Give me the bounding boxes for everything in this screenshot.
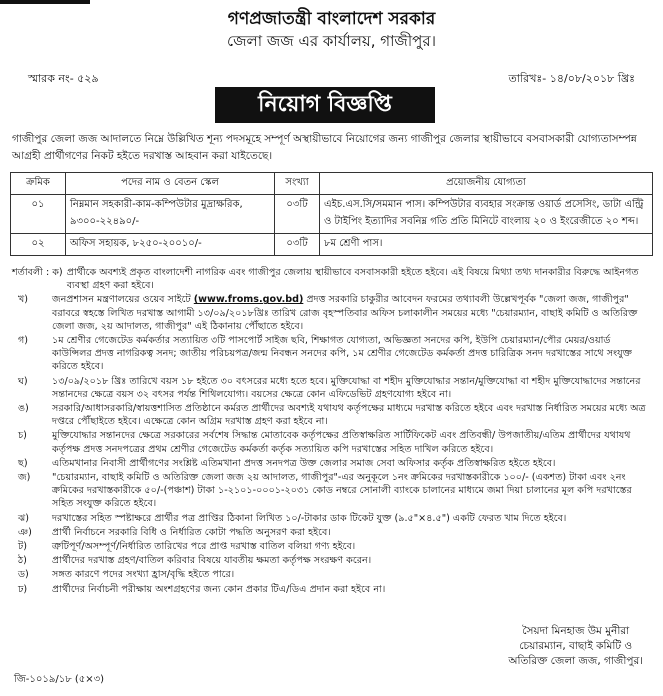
condition-text: সঙ্গত কারণে পদের সংখ্যা হ্রাস/বৃদ্ধি হইতে পারে।	[52, 569, 235, 581]
condition-item	[12, 554, 651, 567]
row-qualification: এইচ.এস.সি/সমমান পাস। কম্পিউটার ব্যবহার সংক্রান্ত ওয়ার্ড প্রসেসিং, ডাটা এন্ট্রি ও টাইপিং ইত্যাদির সবনিম্ন গতি প্রতি মিনিটে বাংলায় ২০ ও ইংরেজীতে ২০ শব্দ।	[320, 195, 653, 234]
intro-paragraph: গাজীপুর জেলা জজ আদালতে নিম্নে উল্লিখিত শূন্য পদসমূহে সম্পূর্ণ অস্থায়ীভাবে নিয়োগের জন্য গাজীপুর জেলার স্থায়ীভাবে বসবাসকারী যোগ্যতাসম্পন্ন আগ্রহী প্রার্থীগণের নিকট হইতে দরখাস্ত আহবান করা যাইতেছে।	[12, 133, 637, 162]
condition-key: খ)	[18, 294, 29, 306]
condition-item	[12, 457, 651, 470]
row-count: ০৩টি	[275, 234, 320, 256]
header-count: সংখ্যা	[275, 173, 320, 195]
condition-item	[12, 583, 651, 596]
condition-item	[12, 568, 651, 581]
condition-text: প্রার্থীদের নির্বাচনী পরীক্ষায় অংশগ্রহণের জন্য কোন প্রকার টিএ/ডিএ প্রদান করা হইবে না।	[52, 583, 386, 595]
condition-text: ১ম শ্রেণীর গেজেটেড কর্মকর্তার সত্যায়িত ৩টি পাসপোর্ট সাইজ ছবি, শিক্ষাগত যোগ্যতা, অভিজ্ঞতা সনদের কপি, ইউপি চেয়ারম্যান/পৌর মেয়র/ওয়ার্ড কাউন্সিলর প্রদত্ত নাগরিকত্ব সনদ; জাতীয় পরিচয়পত্র/জন্ম নিবন্ধন সনদের কপি, ১ম শ্রেণীর গেজেটেড কর্মকর্তা প্রদত্ত চারিত্রিক সনদ দরখাস্তের সাথে সংযুক্ত করিতে হইবে।	[52, 335, 633, 373]
condition-text-post: প্রদত্ত সরকারি চাকুরীর আবেদন ফরমের তথ্যাবলী উল্লেখপূর্বক "জেলা জজ, গাজীপুর" বরাবরে স্বহস্তে লিখিত দরখাস্ত আগামী ১৩/০৯/২০১৮খ্রিঃ তারিখ রোজ বৃহস্পতিবার অফিস চলাকালীন সময়ের মধ্যে "চেয়ারম্যান, বাছাই কমিটি ও অতিরিক্ত জেলা জজ, ২য় আদালত, গাজীপুর" এই ঠিকানায় পৌঁছাতে হইবে।	[52, 294, 638, 332]
conditions-list	[12, 266, 651, 597]
condition-item	[12, 512, 651, 525]
signature-block	[508, 624, 643, 669]
condition-key: ট)	[18, 541, 27, 553]
condition-item	[12, 471, 651, 511]
condition-key: ঞ)	[18, 526, 32, 538]
condition-item	[12, 266, 651, 292]
condition-text: ত্রুটিপূর্ণ/অসম্পূর্ণ/নির্ধারিত তারিখের পরে প্রাপ্ত দরখাস্ত বাতিল বলিয়া গণ্য হইবে।	[52, 541, 356, 553]
condition-key: শর্তাবলী : ক)	[12, 267, 63, 278]
condition-key: জ)	[18, 472, 31, 484]
condition-item	[12, 526, 651, 539]
row-serial: ০১	[11, 195, 66, 234]
notice-title: নিয়োগ বিজ্ঞপ্তি	[215, 87, 435, 123]
top-strip	[0, 0, 90, 4]
condition-text: দরখাস্তের সহিত স্পষ্টাক্ষরে প্রার্থীর পত্র প্রাপ্তির ঠিকানা লিখিত ১০/-টাকার ডাক টিকেট যুক্ত (৯.৫"×৪.৫") একটি ফেরত খাম দিতে হইবে।	[52, 512, 567, 524]
table-header-row	[11, 173, 653, 195]
header-qualification: প্রয়োজনীয় যোগ্যতা	[320, 173, 653, 195]
condition-text: ১৩/০৯/২০১৮ খ্রিঃ তারিখে বয়স ১৮ হইতে ৩০ বৎসরের মধ্যে হতে হবে। মুক্তিযোদ্ধা বা শহীদ মুক্তিযোদ্ধার সন্তান/মুক্তিযোদ্ধা বা শহীদ মুক্তিযোদ্ধাদের সন্তানের সন্তানদের ক্ষেত্রে বয়স ৩২ বৎসর পর্যন্ত শিথিলযোগ্য। বয়সের ক্ষেত্রে কোন এফিডেভিট গ্রহণযোগ্য হইবে না।	[52, 375, 641, 400]
posts-table	[10, 172, 653, 256]
condition-item	[12, 429, 651, 455]
condition-text: সরকারি/আধাসরকারি/স্বায়ত্তশাসিত প্রতিষ্ঠানে কর্মরত প্রার্থীদের অবশ্যই যথাযথ কর্তৃপক্ষের মাধ্যমে দরখাস্ত করিতে হইবে এবং দরখাস্ত নির্ধারিত সময়ের মধ্যে অত্র দপ্তরে পৌঁছাইতে হইবে। এক্ষেত্রে কোন অগ্রিম দরখাস্ত গ্রহণ করা হইবে না।	[52, 403, 646, 428]
condition-item	[12, 402, 651, 428]
condition-item	[12, 540, 651, 553]
condition-text: এতিমখানার নিবাসী প্রার্থীগণের সংশ্লিষ্ট এতিমখানা প্রদত্ত সনদপত্র উক্ত জেলার সমাজ সেবা অফিসার কর্তৃক প্রতিস্বাক্ষরিত হইতে হইবে।	[52, 457, 556, 469]
row-post: অফিস সহায়ক, ৮২৫০-২০০১০/-	[66, 234, 275, 256]
memo-number: স্মারক নং- ৫২৯	[28, 72, 99, 85]
table-row	[11, 195, 653, 234]
header-post: পদের নাম ও বেতন স্কেল	[66, 173, 275, 195]
condition-text: প্রার্থীদের দরখাস্ত গ্রহণ/বাতিল করিবার বিষয়ে যাবতীয় ক্ষমতা কর্তৃপক্ষ সংরক্ষণ করেন।	[52, 555, 372, 567]
condition-item	[12, 375, 651, 401]
signatory-office: অতিরিক্ত জেলা জজ, গাজীপুর।	[508, 655, 643, 667]
header-serial: ক্রমিক	[11, 173, 66, 195]
row-count: ০৩টি	[275, 195, 320, 234]
table-row	[11, 234, 653, 256]
condition-text-pre: জনপ্রশাসন মন্ত্রণালয়ের ওয়েব সাইটে	[52, 294, 194, 306]
condition-text: "চেয়ারম্যান, বাছাই কমিটি ও অতিরিক্ত জেলা জজ ২য় আদালত, গাজীপুর"-এর অনুকূলে ১নং ক্রমিকের দরখাস্তকারীকে ১০০/- (একশত) টাকা এবং ২নং ক্রমিকের দরখাস্তকারীকে ৫০/-(পঞ্চাশ) টাকা ১-২১০১-০০০১-২০৩১ কোড নম্বরে সোনালী ব্যাংকে চালানের মাধ্যমে জমা দিয়া চালানের মূল কপি দরখাস্তের সহিত সংযুক্ত করিতে হইবে।	[52, 472, 632, 510]
condition-key: চ)	[18, 430, 27, 442]
condition-key: ঠ)	[18, 555, 27, 567]
condition-key: ঙ)	[18, 403, 29, 415]
condition-text: প্রার্থী নির্বাচনে সরকারি বিধি ও নির্ধারিত কোটা পদ্ধতি অনুসরণ করা হইবে।	[52, 526, 331, 538]
condition-key: ঘ)	[18, 375, 28, 387]
header-office: জেলা জজ এর কার্যালয়, গাজীপুর।	[227, 32, 436, 50]
notice-date: তারিখঃ- ১৪/০৮/২০১৮ খ্রিঃ	[508, 72, 635, 85]
condition-key: ঝ)	[18, 512, 30, 524]
footer-code: জি-১০১৯/১৮ (৫×৩)	[14, 674, 105, 685]
signatory-name: সৈয়দা মিনহাজ উম মুনীরা	[522, 625, 630, 637]
website-link[interactable]: (www.froms.gov.bd)	[193, 294, 304, 306]
condition-key: ঢ)	[18, 583, 28, 595]
row-post: নিম্নমান সহকারী-কাম-কম্পিউটার মুদ্রাক্ষরিক, ৯৩০০-২২৪৯০/-	[66, 195, 275, 234]
condition-key: ছ)	[18, 457, 28, 469]
header-government: গণপ্রজাতন্ত্রী বাংলাদেশ সরকার	[227, 9, 436, 29]
signatory-designation: চেয়ারম্যান, বাছাই কমিটি ও	[519, 640, 633, 652]
condition-text	[52, 293, 651, 333]
condition-key: ড)	[18, 569, 29, 581]
condition-item	[12, 293, 651, 333]
condition-key: গ)	[18, 335, 29, 347]
condition-text: মুক্তিযোদ্ধার সন্তানদের ক্ষেত্রে সরকারের সর্বশেষ সিদ্ধান্ত মোতাবেক কর্তৃপক্ষের প্রতিস্বাক্ষরিত সার্টিফিকেট এবং প্রতিবন্ধী/ উপজাতীয়/এতিম প্রার্থীদের যথাযথ কর্তৃপক্ষ প্রদত্ত সনদপত্রের প্রথম শ্রেণীর গেজেটেড কর্মকর্তা কর্তৃক সত্যায়িত কপি দরখাস্তের সহিত দাখিল করিতে হইবে।	[52, 430, 631, 455]
row-serial: ০২	[11, 234, 66, 256]
row-qualification: ৮ম শ্রেণী পাস।	[320, 234, 653, 256]
condition-item	[12, 334, 651, 374]
condition-text: প্রার্থীকে অবশ্যই প্রকৃত বাংলাদেশী নাগরিক এবং গাজীপুর জেলায় স্থায়ীভাবে বসবাসকারী হইতে হইবে। এই বিষয়ে মিথ্যা তথ্য দানকারীর বিরুদ্ধে আইনগত ব্যবস্থা গ্রহণ করা হইবে।	[66, 267, 639, 292]
